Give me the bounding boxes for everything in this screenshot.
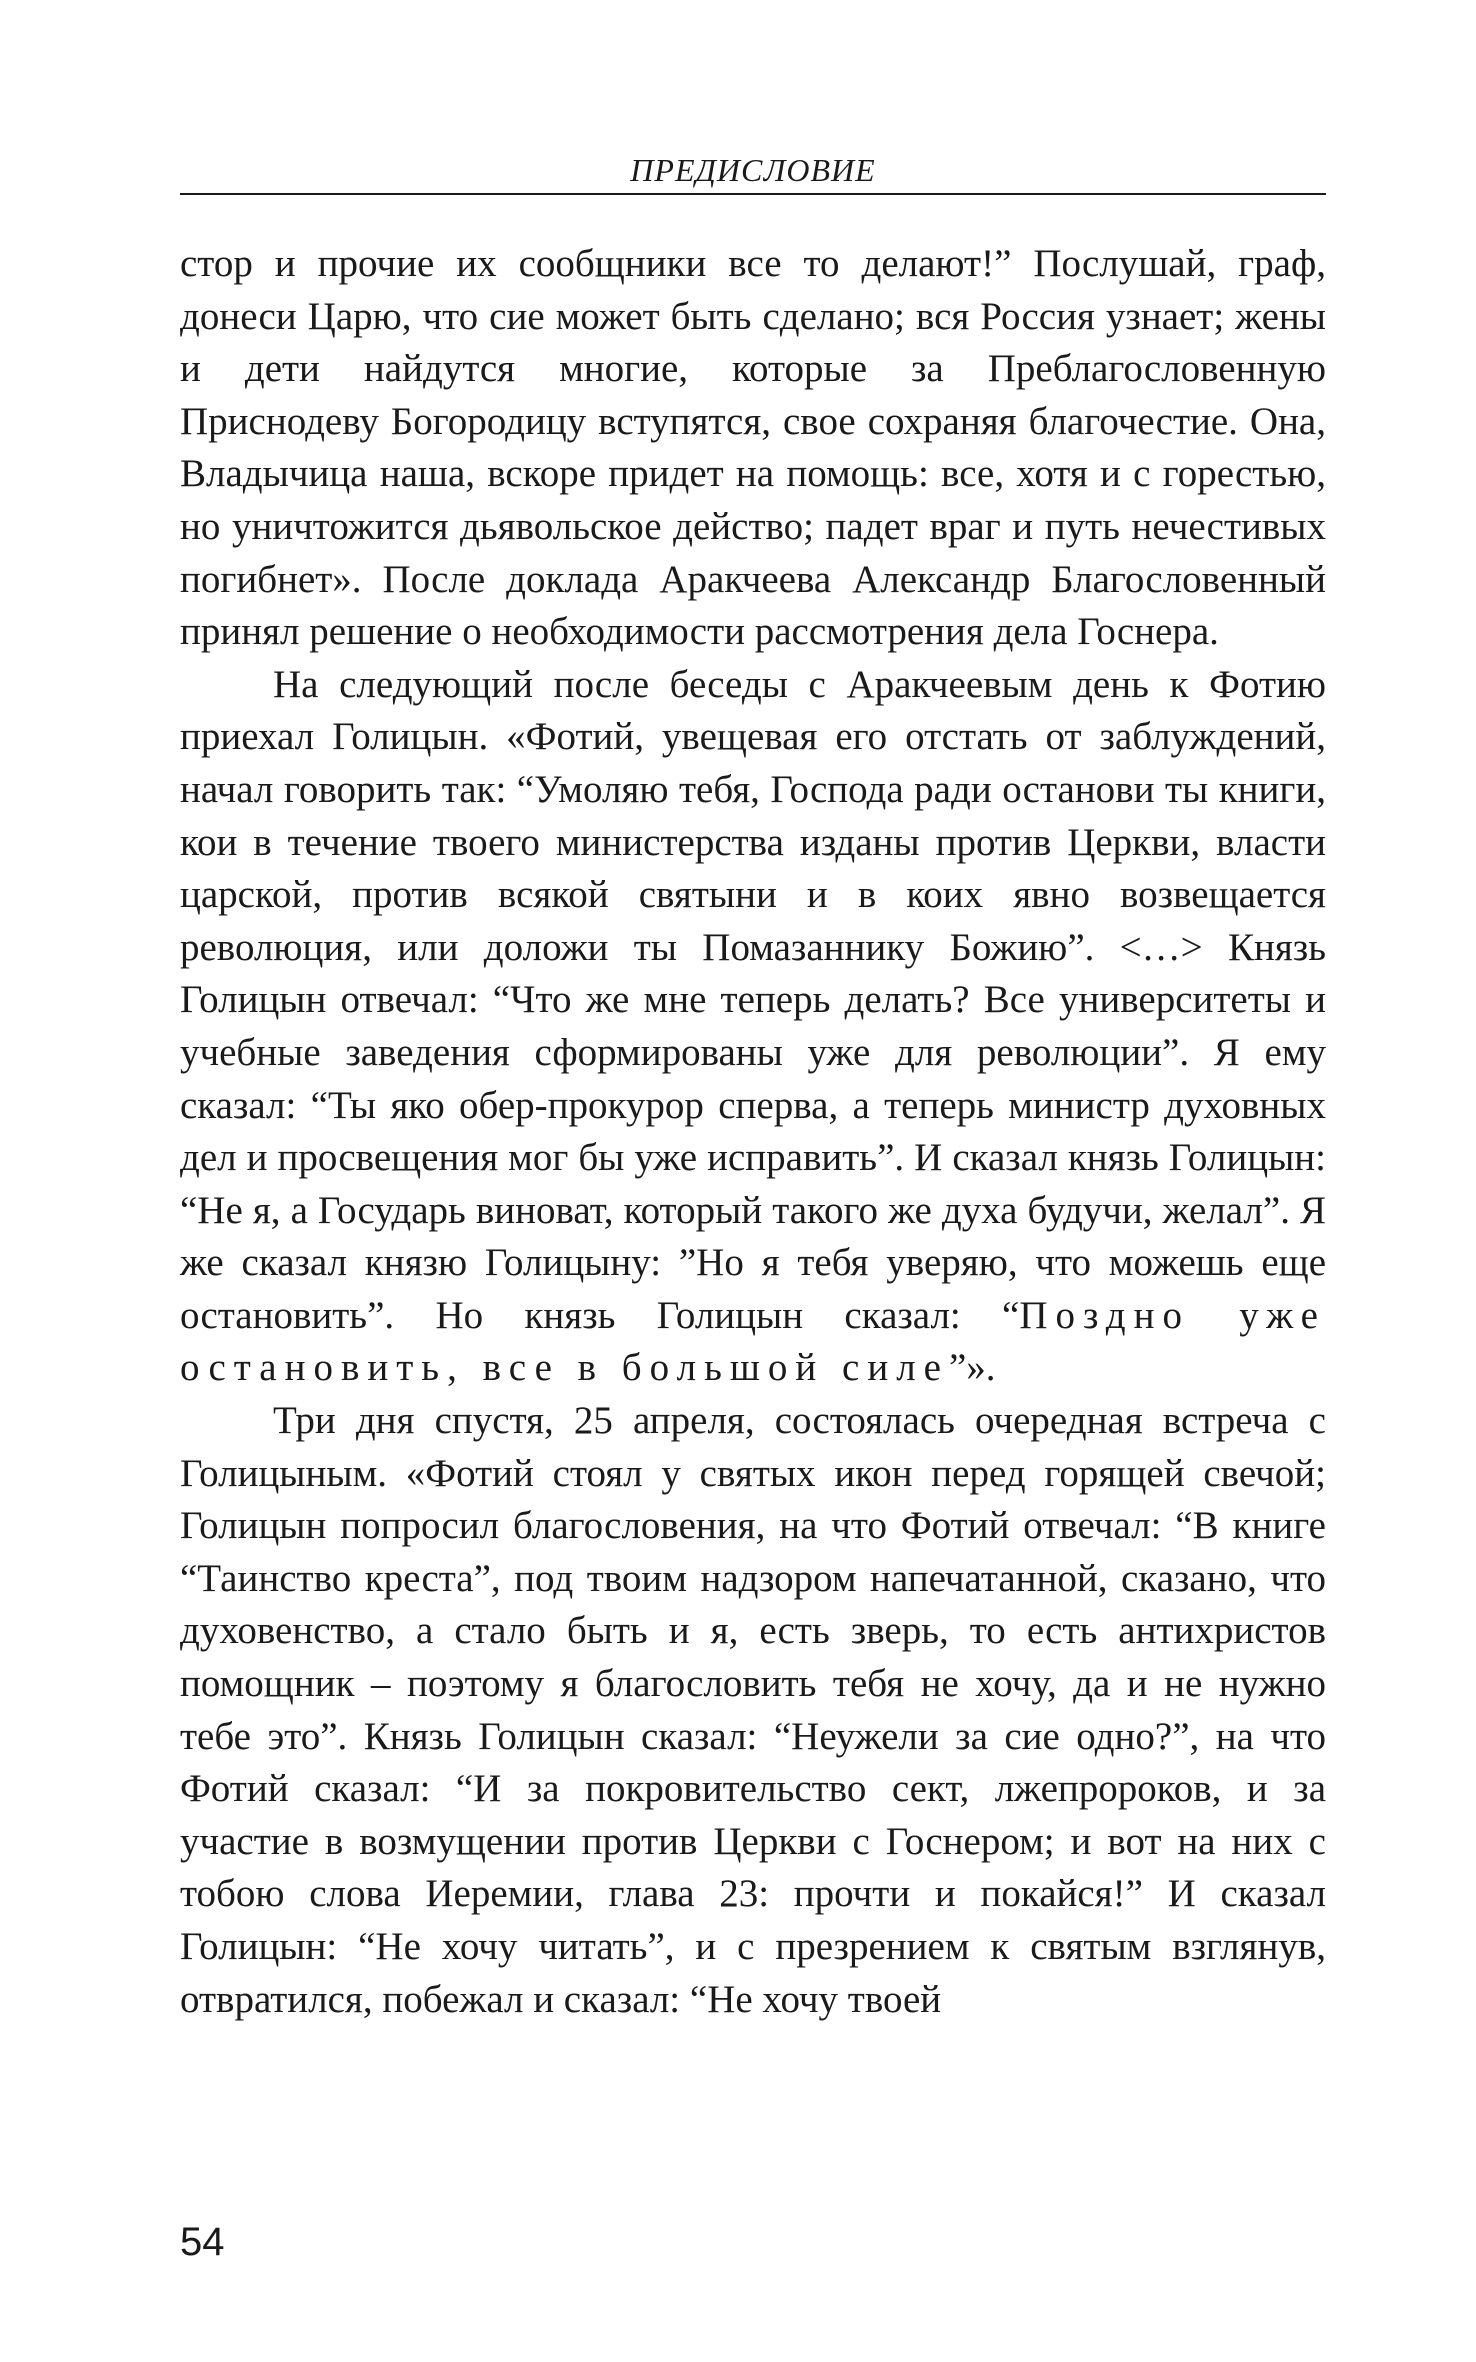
paragraph-april-meeting: Три дня спустя, 25 апреля, состоялась очередная встреча с Голицыным. «Фотий стоял у святых икон перед горящей свечой; Голицын попросил благословения, на что Фотий отвечал: “В книге “Таинство креста”, под твоим надзором напечатанной, сказано, что духовенство, а стало быть и я, есть зверь, то есть антихристов помощник – поэтому я благословить тебя не хочу, да и не нужно тебе это”. Князь Голицын сказал: “Неужели за сие одно?”, на что Фотий сказал: “И за покровительство сект, лжепророков, и за участие в возмущении против Церкви с Госнером; и вот на них с тобою слова Иеремии, глава 23: прочти и покайся!” И сказал Голицын: “Не хочу читать”, и с презрением к святым взглянув, отвратился, побежал и сказал: “Не хочу твоей [180,1399,1326,2021]
paragraph-closing-text: ”». [948,1346,996,1390]
paragraph-text: На следующий после беседы с Аракчеевым день к Фотию приехал Голицын. «Фотий, увещевая его отстать от заблуждений, начал говорить так: “Умоляю тебя, Господа ради останови ты книги, кои в течение твоего министерства изданы против Церкви, власти царской, против всякой святыни и в коих явно возвещается революция, или доложи ты Помазаннику Божию”. <…> Князь Голицын отвечал: “Что же мне теперь делать? Все университеты и учебные заведения сформированы уже для революции”. Я ему сказал: “Ты яко обер-прокурор сперва, а теперь министр духовных дел и просвещения мог бы уже исправить”. И сказал князь Голицын: “Не я, а Государь виноват, который такого же духа будучи, желал”. Я же сказал князю Голицыну: ”Но я тебя уверяю, что можешь еще остановить”. Но князь Голицын сказал: “ [180,662,1326,1337]
page-number: 54 [180,2220,225,2264]
header-rule [180,193,1326,195]
running-head: ПРЕДИСЛОВИЕ [630,152,876,188]
body-text [180,238,1326,2026]
spaced-emphasis-text: Поздно уже остановить, все в большой силе [180,1293,1326,1390]
paragraph-continuation: стор и прочие их сообщники все то делают!” Послушай, граф, донеси Царю, что сие может быть сделано; вся Россия узнает; жены и дети найдутся многие, которые за Преблагословенную Приснодеву Богородицу вступятся, свое сохраняя благочестие. Она, Владычица наша, вскоре придет на помощь: все, хотя и с горестью, но уничтожится дьявольское действо; падет враг и путь нечестивых погибнет». После доклада Аракчеева Александр Благословенный принял решение о необходимости рассмотрения дела Госнера. [180,242,1326,654]
paragraph-golitsyn-visit [180,659,1326,1395]
